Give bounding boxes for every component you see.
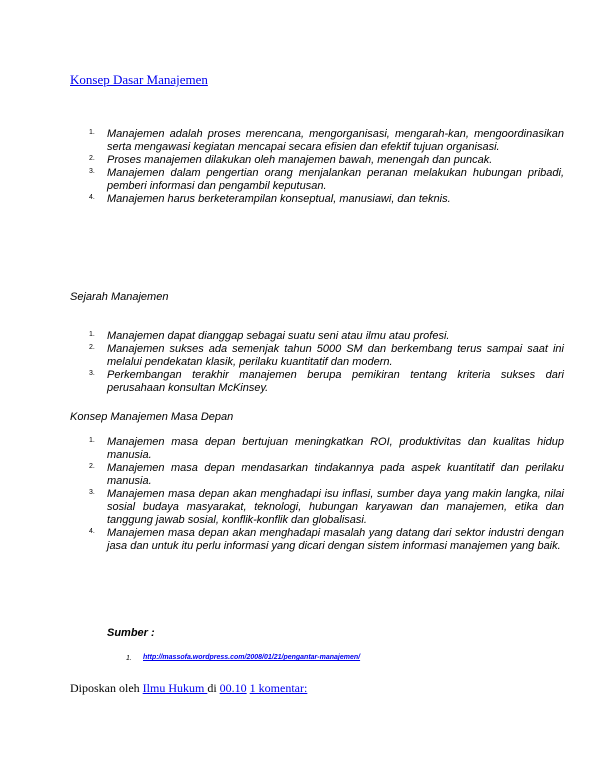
list-item (70, 436, 564, 462)
source-link[interactable]: http://massofa.wordpress.com/2008/01/21/pengantar-manajemen/ (143, 654, 361, 661)
list-item (70, 369, 564, 395)
list-number: 3. (89, 489, 95, 496)
list-item-text: Manajemen dalam pengertian orang menjalankan peranan melakukan hubungan pribadi, pemberi informasi dan pengambil keputusan. (107, 167, 564, 192)
history-list (70, 330, 564, 395)
list-number: 3. (89, 370, 95, 377)
posted-by-label: Diposkan oleh (70, 681, 143, 695)
list-item (70, 193, 564, 206)
list-item-text: Manajemen adalah proses merencana, mengorganisasi, mengarah-kan, mengoordinasikan serta mengawasi kegiatan mencapai secara efisien dan efektif tujuan organisasi. (107, 128, 564, 153)
list-item-text: Manajemen masa depan akan menghadapi isu inflasi, sumber daya yang makin langka, nilai sosial budaya masyarakat, teknologi, hubungan karyawan dan manajemen, etika dan tanggung jawab sosial, konflik-konflik dan globalisasi. (107, 488, 564, 526)
list-item-text: Manajemen masa depan akan menghadapi masalah yang datang dari sektor industri dengan jasa dan untuk itu perlu informasi yang dicari dengan sistem informasi manajemen yang baik. (107, 527, 564, 552)
list-number: 4. (89, 194, 95, 201)
section-heading-sejarah: Sejarah Manajemen (70, 291, 169, 303)
list-item (70, 167, 564, 193)
list-number: 1. (126, 655, 132, 662)
list-item (70, 527, 564, 553)
list-item-text: Manajemen dapat dianggap sebagai suatu seni atau ilmu atau profesi. (107, 330, 450, 342)
list-item-text: Manajemen masa depan bertujuan meningkatkan ROI, produktivitas dan kualitas hidup manusia. (107, 436, 564, 461)
list-item (70, 154, 564, 167)
list-number: 3. (89, 168, 95, 175)
at-label: di (207, 681, 220, 695)
concept-list (70, 128, 564, 206)
list-item (70, 462, 564, 488)
list-item-text: Proses manajemen dilakukan oleh manajemen bawah, menengah dan puncak. (107, 154, 493, 166)
author-link[interactable]: Ilmu Hukum (142, 681, 208, 695)
post-title-link[interactable]: Konsep Dasar Manajemen (70, 72, 208, 87)
timestamp-link[interactable]: 00.10 (219, 681, 247, 695)
post-footer (70, 681, 307, 696)
list-item-text: Manajemen harus berketerampilan konseptual, manusiawi, dan teknis. (107, 193, 451, 205)
list-number: 4. (89, 528, 95, 535)
future-list (70, 436, 564, 553)
list-item (70, 330, 564, 343)
list-number: 2. (89, 155, 95, 162)
list-number: 2. (89, 344, 95, 351)
list-item-text: Perkembangan terakhir manajemen berupa pemikiran tentang kriteria sukses dari perusahaan konsultan McKinsey. (107, 369, 564, 394)
section-heading-masa-depan: Konsep Manajemen Masa Depan (70, 411, 234, 423)
sources-label: Sumber : (107, 627, 155, 639)
list-number: 1. (89, 331, 95, 338)
list-number: 1. (89, 129, 95, 136)
comments-link[interactable]: 1 komentar: (249, 681, 308, 695)
list-item-text: Manajemen sukses ada semenjak tahun 5000 SM dan berkembang terus sampai saat ini melalui pendekatan klasik, perilaku kuantitatif dan modern. (107, 343, 564, 368)
list-item (70, 488, 564, 527)
list-item-text: Manajemen masa depan mendasarkan tindakannya pada aspek kuantitatif dan perilaku manusia. (107, 462, 564, 487)
list-item (70, 343, 564, 369)
list-number: 2. (89, 463, 95, 470)
list-number: 1. (89, 437, 95, 444)
list-item (70, 128, 564, 154)
